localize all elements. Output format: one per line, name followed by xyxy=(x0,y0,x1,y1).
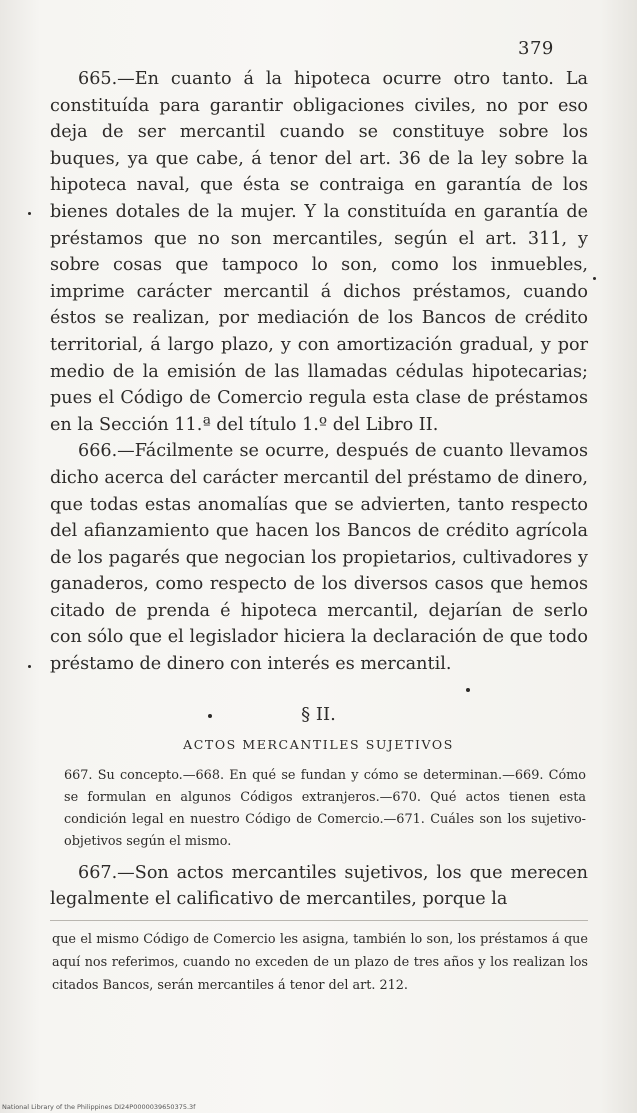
footnote: que el mismo Código de Comercio les asigna, también lo son, los préstamos á que aquí nos referimos, cuando no exceden de un plazo de tres años y los realizan los citados Bancos, serán mercantiles á tenor del art. 212. xyxy=(52,932,588,993)
paragraph-667: 667.—Son actos mercantiles sujetivos, los que merecen legalmente el calificativo de mercantiles, porque la xyxy=(50,863,588,909)
section-title: ACTOS MERCANTILES SUJETIVOS xyxy=(183,737,454,752)
footnote-divider xyxy=(50,920,588,921)
library-credit: National Library of the Philippines DI24P0000039650375.3f xyxy=(2,1103,196,1111)
main-text xyxy=(50,66,588,678)
scan-speck xyxy=(208,714,212,718)
scan-speck xyxy=(28,212,31,215)
paragraph-666: 666.—Fácilmente se ocurre, después de cuanto llevamos dicho acerca del carácter mercantil del préstamo de dinero, que todas estas anomalías que se advierten, tanto respecto del afianzamiento que hacen los Bancos de crédito agrícola de los pagarés que negocian los propietarios, cultivadores y ganaderos, como respecto de los diversos casos que hemos citado de prenda é hipoteca mercantil, dejarían de serlo con sólo que el legislador hiciera la declaración de que todo préstamo de dinero con interés es mercantil. xyxy=(50,441,588,675)
page-number: 379 xyxy=(518,38,554,59)
paragraph-665: 665.—En cuanto á la hipoteca ocurre otro tanto. La constituída para garantir obligaciones civiles, no por eso deja de ser mercantil cuando se constituye sobre los buques, ya que cabe, á tenor del art. 36 de la ley sobre la hipoteca naval, que ésta se contraiga en garantía de los bienes dotales de la mujer. Y la constituída en garantía de préstamos que no son mercantiles, según el art. 311, y sobre cosas que tampoco lo son, como los inmuebles, imprime carácter mercantil á dichos préstamos, cuando éstos se realizan, por mediación de los Bancos de crédito territorial, á largo plazo, y con amortización gradual, y por medio de la emisión de las llamadas cédulas hipotecarias; pues el Código de Comercio regula esta clase de préstamos en la Sección 11.ª del título 1.º del Libro II. xyxy=(50,69,588,435)
scan-speck xyxy=(593,277,596,280)
section-mark: § II. xyxy=(301,704,336,725)
scan-speck xyxy=(466,688,470,692)
scan-speck xyxy=(28,665,31,668)
section-summary: 667. Su concepto.—668. En qué se fundan y cómo se determinan.—669. Cómo se formulan en algunos Códigos extranjeros.—670. Qué actos tienen esta condición legal en nuestro Código de Comercio.—671. Cuáles son los sujetivo-objetivos según el mismo. xyxy=(64,768,586,849)
